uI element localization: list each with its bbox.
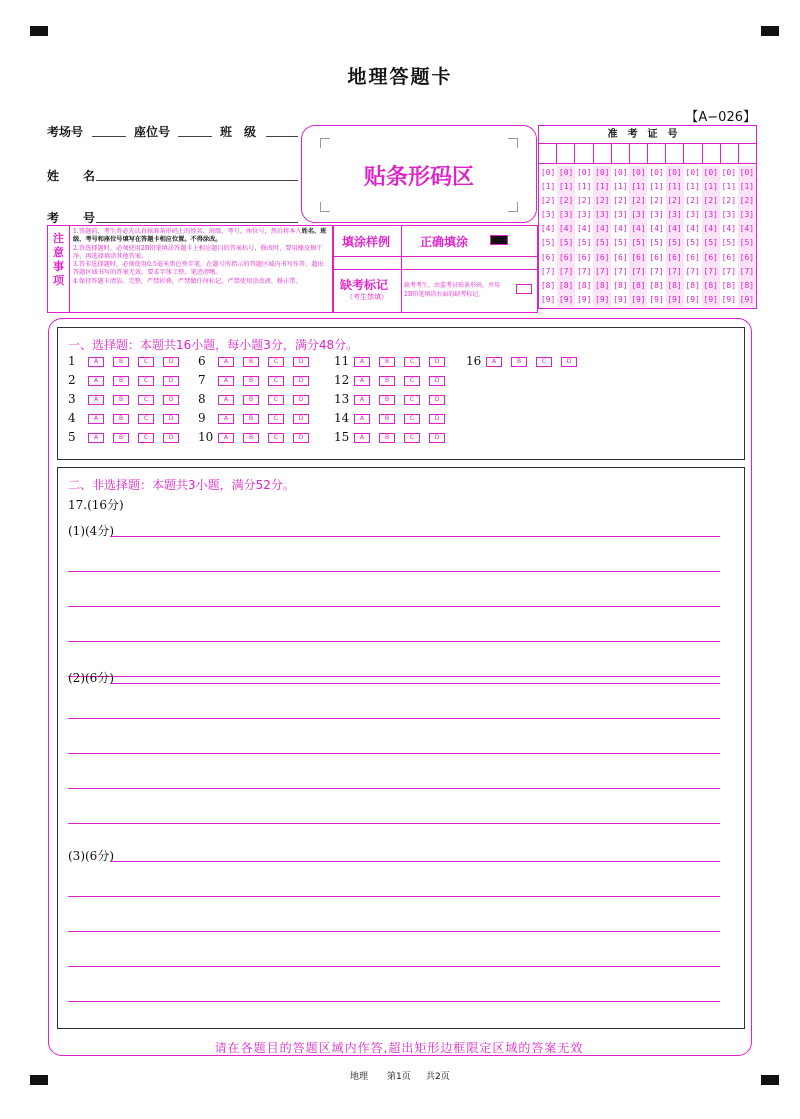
exam-number-column xyxy=(557,166,575,307)
exam-number-write-box[interactable] xyxy=(666,143,684,163)
option-bubble-d[interactable]: D xyxy=(293,357,309,367)
exam-number-grid xyxy=(538,125,757,309)
option-bubble-c[interactable]: C xyxy=(268,433,284,443)
exam-digit-bubble[interactable]: [3] xyxy=(613,210,628,220)
exam-digit-bubble[interactable]: [8] xyxy=(613,280,628,290)
exam-digit-bubble[interactable]: [9] xyxy=(540,294,556,304)
exam-digit-bubble[interactable]: [4] xyxy=(739,224,755,234)
answer-line[interactable] xyxy=(68,571,720,572)
section-choice-title: 一、选择题：本题共16小题，每小题3分，满分48分。 xyxy=(68,338,359,352)
option-bubble-d[interactable]: D xyxy=(293,433,309,443)
footer-page: 第1页 xyxy=(387,1072,411,1082)
exam-digit-bubble[interactable]: [5] xyxy=(721,238,737,248)
exam-number-column xyxy=(702,166,720,307)
answer-line[interactable] xyxy=(68,676,720,677)
option-bubble-d[interactable]: D xyxy=(429,414,445,424)
exam-digit-bubble[interactable]: [0] xyxy=(576,168,592,177)
answer-line[interactable] xyxy=(68,896,720,897)
seat-field[interactable] xyxy=(178,136,212,137)
option-bubble-a[interactable]: A xyxy=(88,395,104,405)
exam-digit-bubble[interactable]: [2] xyxy=(540,196,556,206)
exam-digit-bubble[interactable]: [9] xyxy=(739,294,755,304)
question-number: 14 xyxy=(334,411,350,425)
footer-subject: 地理 xyxy=(350,1072,369,1082)
option-bubble-d[interactable]: D xyxy=(429,376,445,386)
exam-digit-bubble[interactable]: [9] xyxy=(576,294,592,304)
notes-box xyxy=(47,225,333,313)
exam-digit-bubble[interactable]: [8] xyxy=(558,280,574,290)
exam-digit-bubble[interactable]: [6] xyxy=(595,252,610,262)
exam-number-write-box[interactable] xyxy=(594,143,612,163)
exam-digit-bubble[interactable]: [1] xyxy=(703,182,718,192)
exam-digit-bubble[interactable]: [5] xyxy=(631,238,646,248)
answer-line[interactable] xyxy=(68,718,720,719)
name-label: 姓 名 xyxy=(47,169,96,183)
exam-digit-bubble[interactable]: [1] xyxy=(667,182,682,192)
option-bubble-b[interactable]: B xyxy=(379,433,395,443)
exam-digit-bubble[interactable]: [7] xyxy=(739,266,755,276)
exam-digit-bubble[interactable]: [6] xyxy=(703,252,718,262)
absent-mark-box[interactable] xyxy=(516,284,532,294)
question-number: 6 xyxy=(198,354,206,368)
exam-digit-bubble[interactable]: [2] xyxy=(721,196,737,206)
exam-digit-bubble[interactable]: [7] xyxy=(703,266,718,276)
answer-line[interactable] xyxy=(68,753,720,754)
exam-digit-bubble[interactable]: [5] xyxy=(576,238,592,248)
exam-digit-bubble[interactable]: [2] xyxy=(631,196,646,206)
option-bubble-c[interactable]: C xyxy=(268,357,284,367)
exam-digit-bubble[interactable]: [3] xyxy=(703,210,718,220)
section-choice xyxy=(57,327,745,460)
part-label: (1)(4分) xyxy=(68,524,114,538)
exam-number-column xyxy=(738,166,756,307)
exam-number-write-box[interactable] xyxy=(703,143,721,163)
option-bubble-b[interactable]: B xyxy=(113,414,129,424)
option-bubble-d[interactable]: D xyxy=(293,395,309,405)
question-number: 7 xyxy=(198,373,206,387)
absent-sub: （考生禁填） xyxy=(346,293,388,301)
barcode-area xyxy=(301,125,537,223)
exam-digit-bubble[interactable]: [5] xyxy=(685,238,700,248)
exam-digit-bubble[interactable]: [9] xyxy=(558,294,574,304)
exam-digit-bubble[interactable]: [0] xyxy=(631,168,646,177)
exam-number-column xyxy=(647,166,665,307)
answer-line[interactable] xyxy=(68,966,720,967)
exam-digit-bubble[interactable]: [8] xyxy=(540,280,556,290)
exam-digit-bubble[interactable]: [6] xyxy=(721,252,737,262)
answer-line[interactable] xyxy=(68,823,720,824)
exam-digit-bubble[interactable]: [0] xyxy=(595,168,610,177)
option-bubble-a[interactable]: A xyxy=(88,357,104,367)
option-bubble-b[interactable]: B xyxy=(113,357,129,367)
page-title: 地理答题卡 xyxy=(347,66,453,88)
option-bubble-a[interactable]: A xyxy=(218,414,234,424)
exam-digit-bubble[interactable]: [2] xyxy=(558,196,574,206)
option-bubble-c[interactable]: C xyxy=(138,376,154,386)
exam-room-label: 考场号 xyxy=(47,125,84,139)
option-bubble-a[interactable]: A xyxy=(354,395,370,405)
exam-digit-bubble[interactable]: [5] xyxy=(540,238,556,248)
exam-digit-bubble[interactable]: [7] xyxy=(667,266,682,276)
option-bubble-a[interactable]: A xyxy=(354,414,370,424)
option-bubble-d[interactable]: D xyxy=(561,357,577,367)
question-number: 9 xyxy=(198,411,206,425)
option-bubble-a[interactable]: A xyxy=(88,414,104,424)
answer-line[interactable] xyxy=(68,788,720,789)
exam-digit-bubble[interactable]: [1] xyxy=(576,182,592,192)
exam-number-write-boxes xyxy=(539,143,756,164)
option-bubble-d[interactable]: D xyxy=(429,433,445,443)
exam-digit-bubble[interactable]: [4] xyxy=(631,224,646,234)
exam-digit-bubble[interactable]: [5] xyxy=(595,238,610,248)
fill-sample-box xyxy=(333,225,538,313)
exam-digit-bubble[interactable]: [1] xyxy=(631,182,646,192)
option-bubble-b[interactable]: B xyxy=(243,395,259,405)
exam-number-write-box[interactable] xyxy=(575,143,593,163)
exam-digit-bubble[interactable]: [3] xyxy=(685,210,700,220)
exam-digit-bubble[interactable]: [6] xyxy=(576,252,592,262)
option-bubble-d[interactable]: D xyxy=(429,357,445,367)
boundary-warning: 请在各题目的答题区域内作答,超出矩形边框限定区域的答案无效 xyxy=(214,1041,584,1055)
exam-number-column xyxy=(539,166,557,307)
exam-number-write-box[interactable] xyxy=(557,143,575,163)
option-bubble-c[interactable]: C xyxy=(268,414,284,424)
exam-digit-bubble[interactable]: [2] xyxy=(667,196,682,206)
exam-digit-bubble[interactable]: [7] xyxy=(685,266,700,276)
exam-digit-bubble[interactable]: [0] xyxy=(558,168,574,177)
exam-digit-bubble[interactable]: [7] xyxy=(576,266,592,276)
exam-digit-bubble[interactable]: [0] xyxy=(703,168,718,177)
option-bubble-c[interactable]: C xyxy=(138,433,154,443)
absent-label: 缺考标记 xyxy=(340,278,389,292)
question-number: 1 xyxy=(68,354,76,368)
exam-digit-bubble[interactable]: [9] xyxy=(649,294,664,304)
part-label: (2)(6分) xyxy=(68,671,114,685)
exam-digit-bubble[interactable]: [8] xyxy=(631,280,646,290)
exam-digit-bubble[interactable]: [3] xyxy=(595,210,610,220)
exam-digit-bubble[interactable]: [1] xyxy=(558,182,574,192)
exam-digit-bubble[interactable]: [8] xyxy=(595,280,610,290)
exam-digit-bubble[interactable]: [6] xyxy=(540,252,556,262)
exam-digit-bubble[interactable]: [6] xyxy=(685,252,700,262)
option-bubble-b[interactable]: B xyxy=(511,357,527,367)
exam-digit-bubble[interactable]: [7] xyxy=(649,266,664,276)
option-bubble-a[interactable]: A xyxy=(218,357,234,367)
option-bubble-b[interactable]: B xyxy=(243,433,259,443)
answer-line[interactable] xyxy=(110,536,720,537)
option-bubble-c[interactable]: C xyxy=(138,357,154,367)
exam-digit-bubble[interactable]: [3] xyxy=(558,210,574,220)
exam-digit-bubble[interactable]: [2] xyxy=(595,196,610,206)
exam-number-column xyxy=(611,166,629,307)
exam-digit-bubble[interactable]: [4] xyxy=(703,224,718,234)
question-number: 2 xyxy=(68,373,76,387)
filled-sample-mark xyxy=(490,235,508,245)
option-bubble-d[interactable]: D xyxy=(163,433,179,443)
option-bubble-c[interactable]: C xyxy=(404,395,420,405)
exam-no-field[interactable] xyxy=(96,222,298,223)
exam-digit-bubble[interactable]: [1] xyxy=(613,182,628,192)
exam-digit-bubble[interactable]: [7] xyxy=(721,266,737,276)
class-field[interactable] xyxy=(266,136,298,137)
exam-number-write-box[interactable] xyxy=(630,143,648,163)
exam-digit-bubble[interactable]: [5] xyxy=(739,238,755,248)
registration-mark xyxy=(30,26,48,36)
answer-line[interactable] xyxy=(110,861,720,862)
option-bubble-b[interactable]: B xyxy=(379,376,395,386)
exam-digit-bubble[interactable]: [6] xyxy=(649,252,664,262)
exam-digit-bubble[interactable]: [6] xyxy=(667,252,682,262)
registration-mark xyxy=(761,1075,779,1085)
option-bubble-b[interactable]: B xyxy=(113,376,129,386)
absent-desc: 缺考考生，由监考员贴条形码，并用2B铅笔填涂右面的缺考标记。 xyxy=(404,282,501,298)
exam-digit-bubble[interactable]: [6] xyxy=(631,252,646,262)
exam-digit-bubble[interactable]: [0] xyxy=(667,168,682,177)
exam-digit-bubble[interactable]: [4] xyxy=(540,224,556,234)
exam-number-write-box[interactable] xyxy=(539,143,557,163)
option-bubble-c[interactable]: C xyxy=(138,395,154,405)
exam-digit-bubble[interactable]: [4] xyxy=(667,224,682,234)
exam-digit-bubble[interactable]: [4] xyxy=(595,224,610,234)
option-bubble-d[interactable]: D xyxy=(429,395,445,405)
question-number: 8 xyxy=(198,392,206,406)
exam-digit-bubble[interactable]: [9] xyxy=(703,294,718,304)
option-bubble-b[interactable]: B xyxy=(379,414,395,424)
question-number: 13 xyxy=(334,392,350,406)
barcode-label: 贴条形码区 xyxy=(363,164,474,190)
exam-digit-bubble[interactable]: [3] xyxy=(540,210,556,220)
exam-number-column xyxy=(593,166,611,307)
exam-digit-bubble[interactable]: [3] xyxy=(649,210,664,220)
name-field[interactable] xyxy=(96,180,298,181)
option-bubble-d[interactable]: D xyxy=(293,414,309,424)
option-bubble-a[interactable]: A xyxy=(88,376,104,386)
exam-digit-bubble[interactable]: [3] xyxy=(576,210,592,220)
exam-digit-bubble[interactable]: [5] xyxy=(703,238,718,248)
exam-digit-bubble[interactable]: [5] xyxy=(558,238,574,248)
exam-digit-bubble[interactable]: [2] xyxy=(685,196,700,206)
answer-line[interactable] xyxy=(68,641,720,642)
exam-number-column xyxy=(629,166,647,307)
exam-digit-bubble[interactable]: [1] xyxy=(595,182,610,192)
option-bubble-a[interactable]: A xyxy=(88,433,104,443)
option-bubble-c[interactable]: C xyxy=(404,433,420,443)
exam-digit-bubble[interactable]: [8] xyxy=(721,280,737,290)
option-bubble-b[interactable]: B xyxy=(113,433,129,443)
option-bubble-b[interactable]: B xyxy=(243,357,259,367)
question-number: 11 xyxy=(334,354,350,368)
exam-digit-bubble[interactable]: [4] xyxy=(576,224,592,234)
option-bubble-a[interactable]: A xyxy=(354,433,370,443)
exam-digit-bubble[interactable]: [3] xyxy=(631,210,646,220)
question-number: 4 xyxy=(68,411,76,425)
registration-mark xyxy=(761,26,779,36)
exam-digit-bubble[interactable]: [7] xyxy=(631,266,646,276)
exam-digit-bubble[interactable]: [4] xyxy=(721,224,737,234)
option-bubble-a[interactable]: A xyxy=(218,433,234,443)
section-open-title: 二、非选择题：本题共3小题，满分52分。 xyxy=(68,478,295,492)
exam-number-write-box[interactable] xyxy=(612,143,630,163)
option-bubble-d[interactable]: D xyxy=(163,414,179,424)
exam-number-column xyxy=(720,166,738,307)
exam-digit-bubble[interactable]: [2] xyxy=(739,196,755,206)
exam-digit-bubble[interactable]: [7] xyxy=(595,266,610,276)
exam-digit-bubble[interactable]: [0] xyxy=(540,168,556,177)
exam-digit-bubble[interactable]: [7] xyxy=(558,266,574,276)
answer-line[interactable] xyxy=(68,1001,720,1002)
option-bubble-d[interactable]: D xyxy=(163,357,179,367)
exam-number-write-box[interactable] xyxy=(739,143,756,163)
question-number: 5 xyxy=(68,430,76,444)
option-bubble-a[interactable]: A xyxy=(218,376,234,386)
option-bubble-b[interactable]: B xyxy=(379,357,395,367)
exam-digit-bubble[interactable]: [0] xyxy=(685,168,700,177)
exam-digit-bubble[interactable]: [7] xyxy=(613,266,628,276)
option-bubble-a[interactable]: A xyxy=(218,395,234,405)
exam-digit-bubble[interactable]: [6] xyxy=(613,252,628,262)
exam-digit-bubble[interactable]: [5] xyxy=(649,238,664,248)
notes-body: 1.答题前，考生务必先认真核准条形码上的姓名、班级、考号、座位号，然后将本人姓名、班级、考号和座位号填写在答题卡相应位置。不得涂改。 2.答选择题时，必须使用2B铅笔填涂答题卡上相应题目的答案标号，修改时，要用橡皮擦干净，再选择填涂其他答案。 3.答非选择题时，必须使用0.5毫米黑色签字笔，在题号所指示的答题区域内书写作答，超出答题区域书写的答案无效。要求字体工整，笔迹清晰。 4.保持答题卡清洁、完整，严禁折叠，严禁做任何标记，严禁使用涂改液、修正带。 xyxy=(73,228,327,285)
section-open xyxy=(57,467,745,1029)
exam-digit-bubble[interactable]: [1] xyxy=(685,182,700,192)
exam-digit-bubble[interactable]: [1] xyxy=(721,182,737,192)
exam-digit-bubble[interactable]: [2] xyxy=(649,196,664,206)
exam-digit-bubble[interactable]: [3] xyxy=(739,210,755,220)
question-17-label: 17.(16分) xyxy=(68,498,124,512)
option-bubble-b[interactable]: B xyxy=(243,376,259,386)
exam-number-column xyxy=(666,166,684,307)
exam-digit-bubble[interactable]: [3] xyxy=(721,210,737,220)
option-bubble-c[interactable]: C xyxy=(268,376,284,386)
exam-digit-bubble[interactable]: [8] xyxy=(739,280,755,290)
exam-digit-bubble[interactable]: [9] xyxy=(667,294,682,304)
exam-digit-bubble[interactable]: [8] xyxy=(576,280,592,290)
class-label: 班 级 xyxy=(220,125,257,139)
exam-digit-bubble[interactable]: [4] xyxy=(685,224,700,234)
exam-number-column xyxy=(684,166,702,307)
exam-digit-bubble[interactable]: [4] xyxy=(613,224,628,234)
exam-digit-bubble[interactable]: [0] xyxy=(613,168,628,177)
exam-digit-bubble[interactable]: [1] xyxy=(739,182,755,192)
exam-digit-bubble[interactable]: [4] xyxy=(649,224,664,234)
exam-digit-bubble[interactable]: [7] xyxy=(540,266,556,276)
option-bubble-d[interactable]: D xyxy=(293,376,309,386)
exam-digit-bubble[interactable]: [9] xyxy=(613,294,628,304)
exam-digit-bubble[interactable]: [2] xyxy=(613,196,628,206)
option-bubble-a[interactable]: A xyxy=(354,357,370,367)
exam-digit-bubble[interactable]: [8] xyxy=(649,280,664,290)
option-bubble-b[interactable]: B xyxy=(243,414,259,424)
exam-digit-bubble[interactable]: [0] xyxy=(739,168,755,177)
exam-digit-bubble[interactable]: [0] xyxy=(721,168,737,177)
option-bubble-c[interactable]: C xyxy=(404,357,420,367)
question-number: 15 xyxy=(334,430,350,444)
paper-code: 【A−026】 xyxy=(685,110,756,125)
exam-digit-bubble[interactable]: [8] xyxy=(685,280,700,290)
exam-digit-bubble[interactable]: [0] xyxy=(649,168,664,177)
exam-number-write-box[interactable] xyxy=(721,143,739,163)
exam-digit-bubble[interactable]: [9] xyxy=(631,294,646,304)
question-number: 12 xyxy=(334,373,350,387)
answer-line[interactable] xyxy=(68,931,720,932)
option-bubble-a[interactable]: A xyxy=(354,376,370,386)
exam-digit-bubble[interactable]: [9] xyxy=(721,294,737,304)
seat-label: 座位号 xyxy=(134,125,171,139)
exam-digit-bubble[interactable]: [2] xyxy=(703,196,718,206)
exam-number-bubbles xyxy=(539,166,756,307)
correct-fill-label: 正确填涂 xyxy=(420,235,469,249)
exam-digit-bubble[interactable]: [9] xyxy=(685,294,700,304)
footer-total: 共2页 xyxy=(426,1072,450,1082)
registration-mark xyxy=(30,1075,48,1085)
exam-digit-bubble[interactable]: [9] xyxy=(595,294,610,304)
option-bubble-a[interactable]: A xyxy=(486,357,502,367)
exam-number-column xyxy=(575,166,593,307)
option-bubble-c[interactable]: C xyxy=(404,376,420,386)
question-number: 3 xyxy=(68,392,76,406)
exam-digit-bubble[interactable]: [2] xyxy=(576,196,592,206)
option-bubble-c[interactable]: C xyxy=(268,395,284,405)
exam-digit-bubble[interactable]: [4] xyxy=(558,224,574,234)
exam-digit-bubble[interactable]: [3] xyxy=(667,210,682,220)
option-bubble-d[interactable]: D xyxy=(163,376,179,386)
part-label: (3)(6分) xyxy=(68,849,114,863)
exam-digit-bubble[interactable]: [1] xyxy=(649,182,664,192)
option-bubble-c[interactable]: C xyxy=(536,357,552,367)
option-bubble-d[interactable]: D xyxy=(163,395,179,405)
exam-digit-bubble[interactable]: [6] xyxy=(558,252,574,262)
exam-digit-bubble[interactable]: [8] xyxy=(703,280,718,290)
question-number: 16 xyxy=(466,354,482,368)
notes-heading: 注 意 事 项 xyxy=(48,226,70,312)
exam-digit-bubble[interactable]: [8] xyxy=(667,280,682,290)
exam-number-write-box[interactable] xyxy=(684,143,702,163)
option-bubble-c[interactable]: C xyxy=(404,414,420,424)
answer-line[interactable] xyxy=(110,683,720,684)
answer-line[interactable] xyxy=(68,606,720,607)
fill-sample-label: 填涂样例 xyxy=(342,235,391,249)
option-bubble-b[interactable]: B xyxy=(379,395,395,405)
exam-digit-bubble[interactable]: [5] xyxy=(613,238,628,248)
option-bubble-b[interactable]: B xyxy=(113,395,129,405)
exam-room-field[interactable] xyxy=(92,136,126,137)
option-bubble-c[interactable]: C xyxy=(138,414,154,424)
exam-digit-bubble[interactable]: [6] xyxy=(739,252,755,262)
question-number: 10 xyxy=(198,430,214,444)
exam-no-label: 考 号 xyxy=(47,211,96,225)
exam-number-write-box[interactable] xyxy=(648,143,666,163)
exam-number-label: 准考证号 xyxy=(539,126,756,144)
exam-digit-bubble[interactable]: [1] xyxy=(540,182,556,192)
exam-digit-bubble[interactable]: [5] xyxy=(667,238,682,248)
